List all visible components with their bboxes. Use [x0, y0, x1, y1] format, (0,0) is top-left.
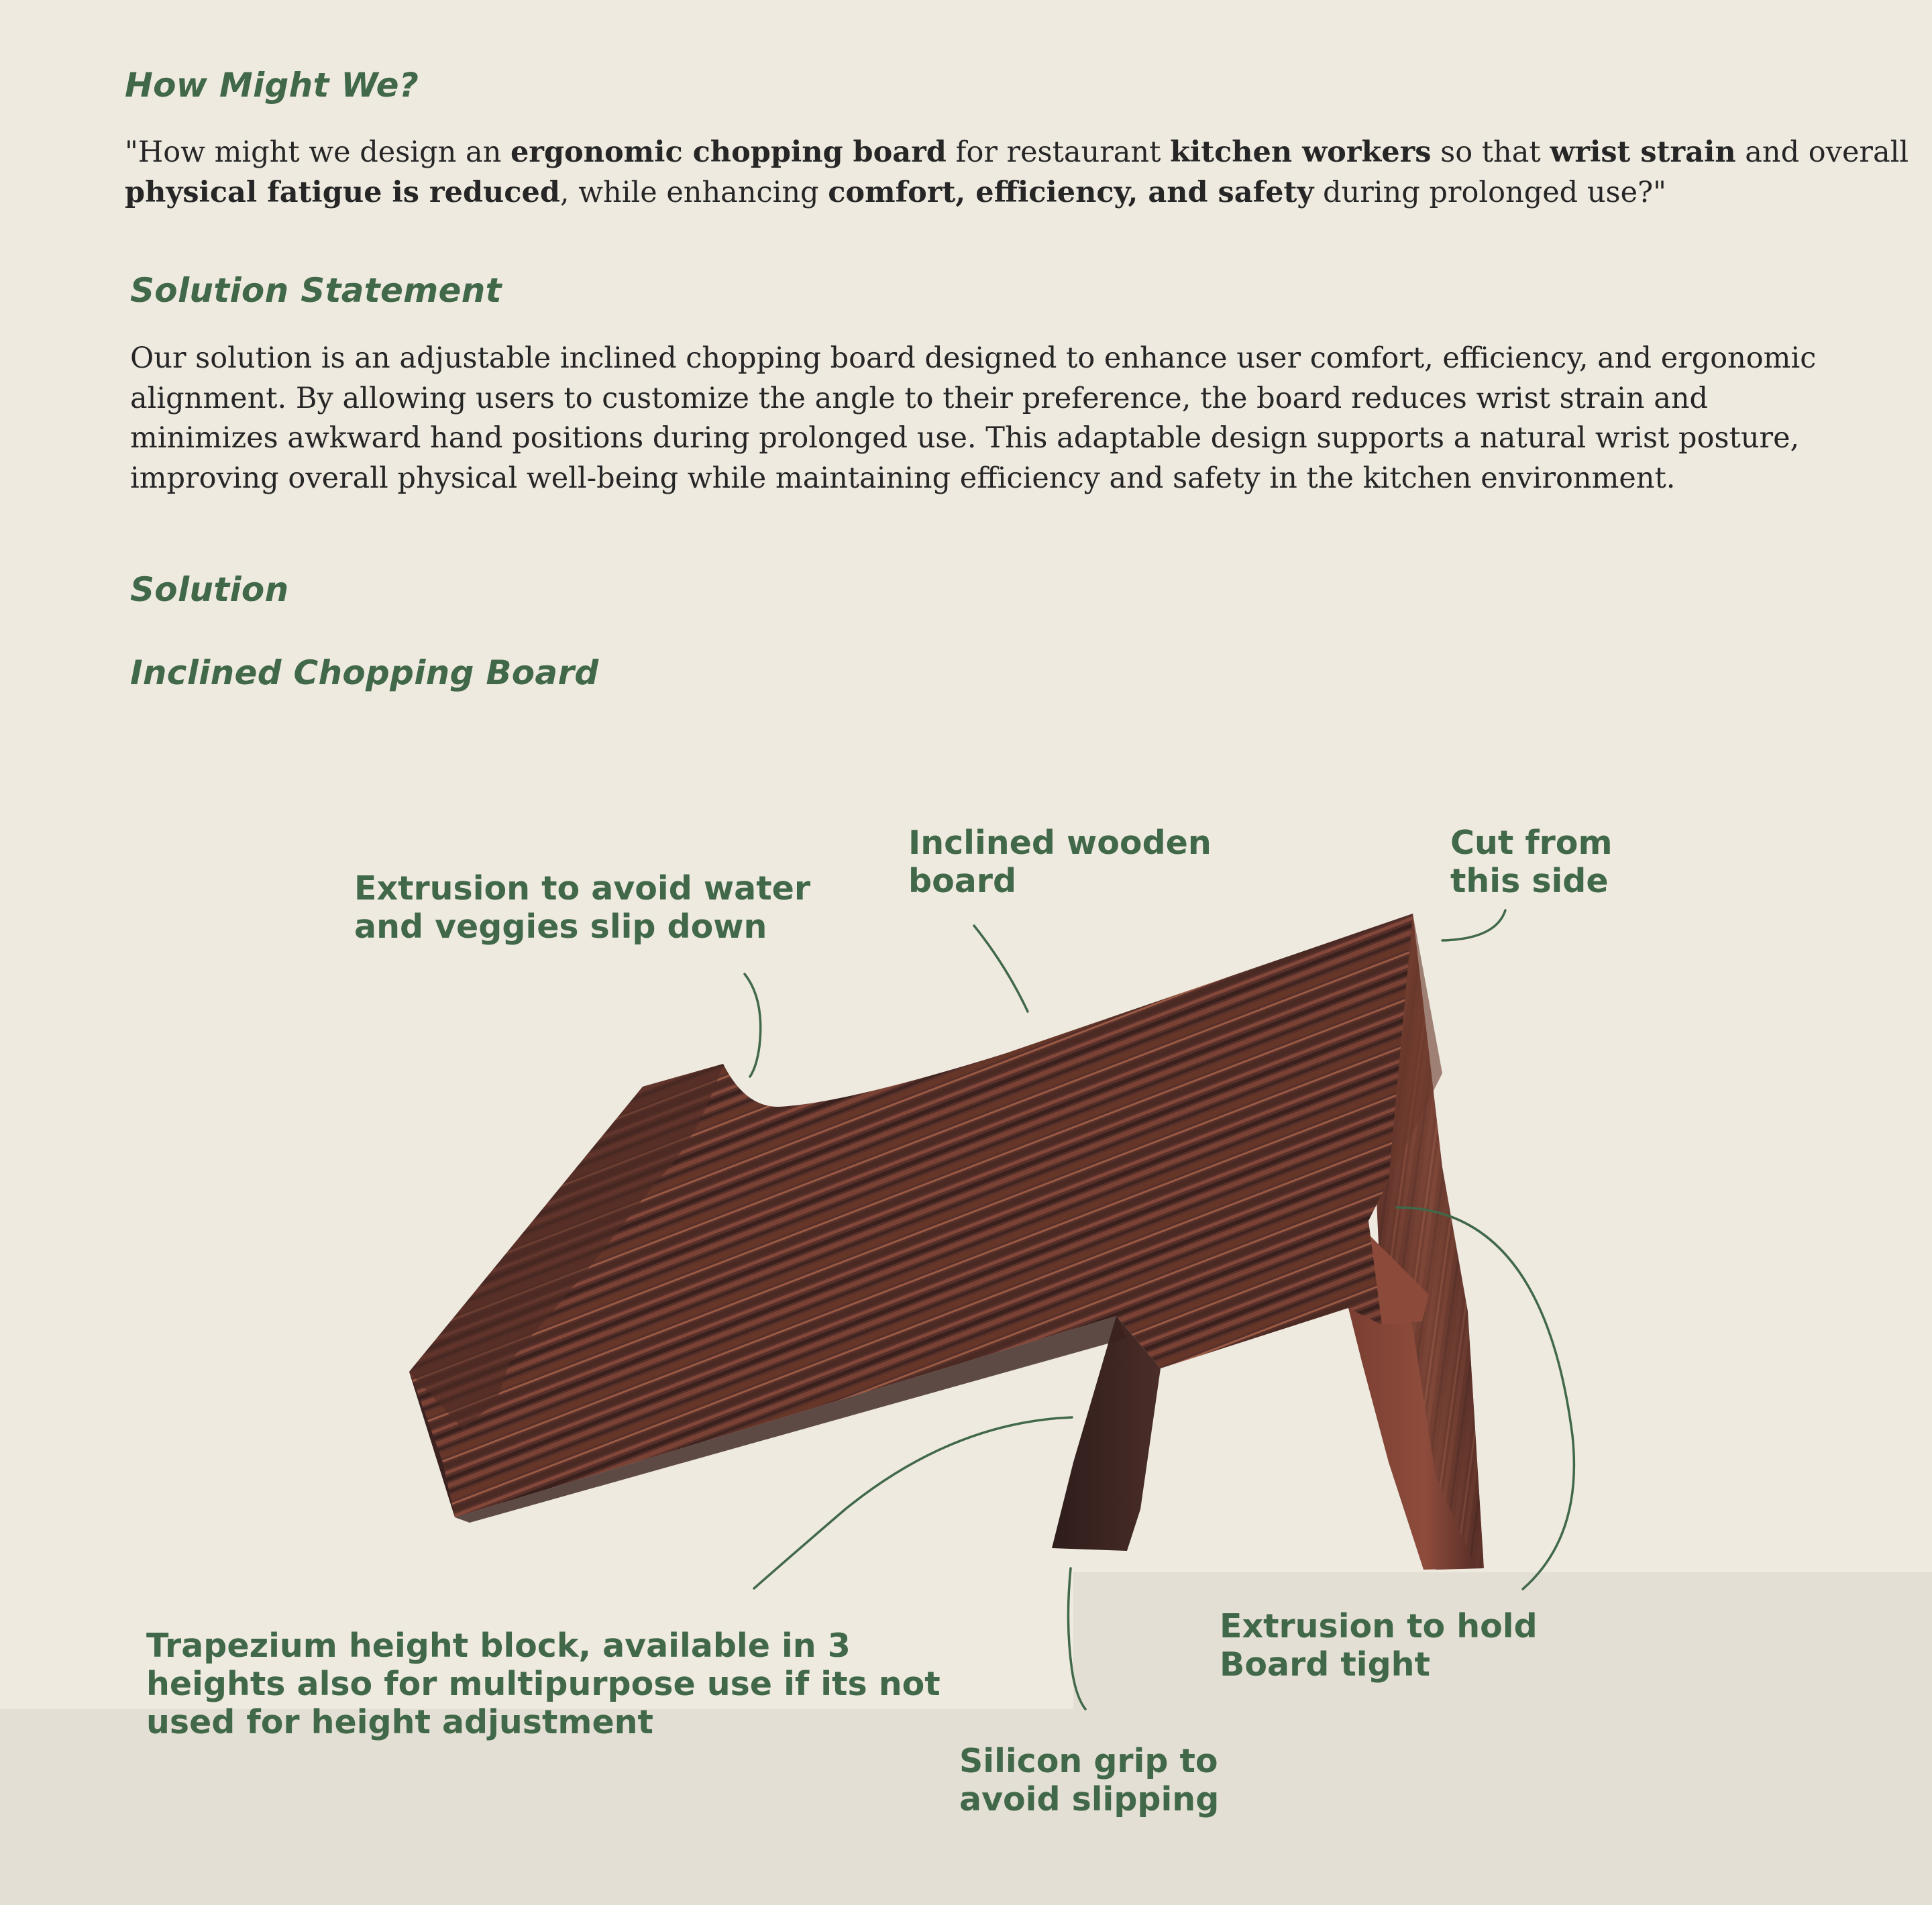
hmw-segment: ergonomic chopping board: [510, 135, 947, 169]
label-cut-side: [1450, 824, 1613, 900]
leader-silicon-grip: [1068, 1568, 1085, 1709]
label-trapezium-block: [146, 1627, 941, 1741]
solution-statement-line-1: Our solution is an adjustable inclined chopping board designed to enhance user comfort, efficiency, and ergonomic: [130, 341, 1817, 375]
label-extrusion-water-line-1: Extrusion to avoid water: [354, 869, 811, 908]
label-extrusion-water: [354, 869, 810, 946]
hmw-segment: , while enhancing: [559, 175, 828, 209]
solution-statement-line-2: alignment. By allowing users to customize the angle to their preference, the board reduces wrist strain and: [130, 381, 1709, 415]
leader-inclined-board: [974, 926, 1028, 1012]
label-inclined-board-line-1: Inclined wooden: [908, 824, 1212, 862]
hmw-segment: and overall: [1735, 135, 1909, 169]
label-silicon-grip-line-2: avoid slipping: [959, 1780, 1220, 1818]
label-inclined-board: [908, 824, 1212, 900]
solution-heading: Solution: [130, 570, 289, 609]
solution-statement-line-4: improving overall physical well-being while maintaining efficiency and safety in the kitchen environment.: [130, 461, 1676, 495]
label-cut-side-line-1: Cut from: [1450, 824, 1613, 862]
label-extrusion-hold: [1220, 1607, 1538, 1684]
solution-statement-line-3: minimizes awkward hand positions during prolonged use. This adaptable design supports a natural wrist posture,: [130, 421, 1800, 455]
label-inclined-board-line-2: board: [908, 862, 1017, 900]
hmw-segment: physical fatigue is reduced: [125, 175, 560, 209]
leader-trapezium-block: [754, 1417, 1072, 1588]
label-silicon-grip: [959, 1742, 1219, 1818]
leader-cut-side: [1442, 910, 1505, 940]
label-trapezium-block-line-3: used for height adjustment: [146, 1703, 653, 1741]
hmw-segment: during prolonged use?": [1313, 175, 1666, 209]
hmw-heading: How Might We?: [125, 66, 419, 105]
label-extrusion-hold-line-2: Board tight: [1220, 1645, 1430, 1684]
solution-subheading: Inclined Chopping Board: [130, 653, 599, 692]
leader-extrusion-water: [745, 974, 761, 1077]
label-trapezium-block-line-2: heights also for multipurpose use if its not: [146, 1665, 941, 1703]
label-extrusion-hold-line-1: Extrusion to hold: [1220, 1607, 1538, 1645]
label-cut-side-line-2: this side: [1450, 862, 1609, 900]
hmw-segment: for restaurant: [946, 135, 1171, 169]
board-top: [409, 914, 1442, 1523]
hmw-segment: "How might we design an: [125, 135, 511, 169]
hmw-segment: kitchen workers: [1170, 135, 1432, 169]
label-silicon-grip-line-1: Silicon grip to: [959, 1742, 1218, 1780]
solution-statement-heading: Solution Statement: [130, 271, 502, 310]
hmw-segment: wrist strain: [1550, 135, 1736, 169]
label-trapezium-block-line-1: Trapezium height block, available in 3: [146, 1627, 851, 1665]
label-extrusion-water-line-2: and veggies slip down: [354, 908, 767, 946]
hmw-segment: so that: [1431, 135, 1550, 169]
hmw-segment: comfort, efficiency, and safety: [828, 175, 1314, 209]
